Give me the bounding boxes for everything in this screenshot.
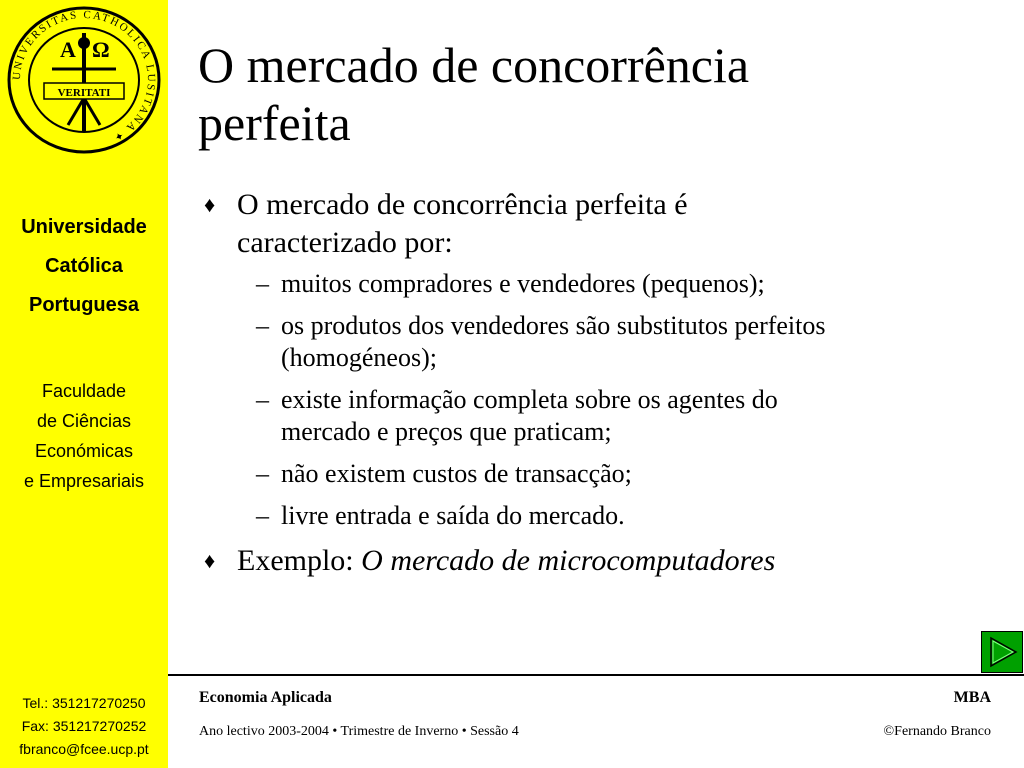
sub-bullet-item bbox=[200, 384, 1010, 448]
bullet-text: O mercado de concorrência perfeita é bbox=[237, 188, 688, 221]
university-name-line: Católica bbox=[45, 255, 123, 277]
university-name-line: Portuguesa bbox=[28, 294, 140, 316]
dash-bullet-icon: – bbox=[256, 459, 269, 488]
faculty-name bbox=[0, 376, 168, 496]
diamond-bullet-icon: ♦ bbox=[204, 192, 216, 217]
seal-alpha: A bbox=[60, 37, 76, 62]
dash-bullet-icon: – bbox=[256, 269, 269, 298]
sub-bullet-item bbox=[200, 500, 1010, 532]
play-next-icon bbox=[982, 632, 1022, 672]
diamond-bullet-icon: ♦ bbox=[204, 548, 216, 573]
bullet-item bbox=[200, 186, 1010, 262]
bullet-text: caracterizado por: bbox=[237, 226, 453, 259]
next-slide-button[interactable] bbox=[981, 631, 1023, 673]
faculty-name-line: de Ciências bbox=[36, 411, 132, 431]
example-bullet bbox=[200, 542, 1010, 580]
slide-body bbox=[200, 186, 1010, 586]
sub-bullet-item bbox=[200, 268, 1010, 300]
example-label: Exemplo: bbox=[237, 544, 362, 577]
university-name-line: Universidade bbox=[21, 216, 147, 238]
slide-title-line: perfeita bbox=[198, 95, 351, 151]
sub-bullet-text: não existem custos de transacção; bbox=[281, 459, 632, 488]
faculty-name-line: Económicas bbox=[34, 441, 134, 461]
contact-fax: Fax: 351217270252 bbox=[21, 718, 147, 734]
footer-copyright: ©Fernando Branco bbox=[883, 724, 991, 739]
faculty-name-line: e Empresariais bbox=[23, 471, 145, 491]
sub-bullet-text: livre entrada e saída do mercado. bbox=[281, 501, 625, 530]
contact-email: fbranco@fcee.ucp.pt bbox=[19, 741, 149, 757]
footer-session: Ano lectivo 2003-2004 • Trimestre de Inverno • Sessão 4 bbox=[199, 724, 519, 739]
slide-title-line: O mercado de concorrência bbox=[198, 37, 750, 93]
sub-bullet-text: mercado e preços que praticam; bbox=[281, 417, 612, 446]
university-seal-logo bbox=[4, 3, 164, 157]
example-value: O mercado de microcomputadores bbox=[361, 544, 776, 577]
dash-bullet-icon: – bbox=[256, 501, 269, 530]
faculty-name-line: Faculdade bbox=[41, 381, 127, 401]
slide-title bbox=[198, 36, 998, 152]
footer-divider bbox=[168, 674, 1024, 676]
dash-bullet-icon: – bbox=[256, 385, 269, 414]
seal-omega: Ω bbox=[92, 37, 110, 62]
sub-bullet-text: os produtos dos vendedores são substitutos perfeitos bbox=[281, 311, 826, 340]
footer-program: MBA bbox=[953, 689, 991, 706]
sub-bullet-text: existe informação completa sobre os agentes do bbox=[281, 385, 778, 414]
footer-course: Economia Aplicada bbox=[199, 689, 332, 706]
sidebar bbox=[0, 0, 168, 768]
sub-bullet-text: (homogéneos); bbox=[281, 343, 437, 372]
sub-bullet-item bbox=[200, 458, 1010, 490]
university-name bbox=[0, 208, 168, 325]
contact-info bbox=[0, 692, 168, 761]
seal-motto: VERITATI bbox=[57, 87, 111, 99]
sub-bullet-text: muitos compradores e vendedores (pequenos); bbox=[281, 269, 765, 298]
dash-bullet-icon: – bbox=[256, 311, 269, 340]
seal-outer-text: UNIVERSITAS CATHOLICA LUSITANA ✦ bbox=[10, 8, 158, 145]
sub-bullet-item bbox=[200, 310, 1010, 374]
contact-tel: Tel.: 351217270250 bbox=[22, 695, 146, 711]
